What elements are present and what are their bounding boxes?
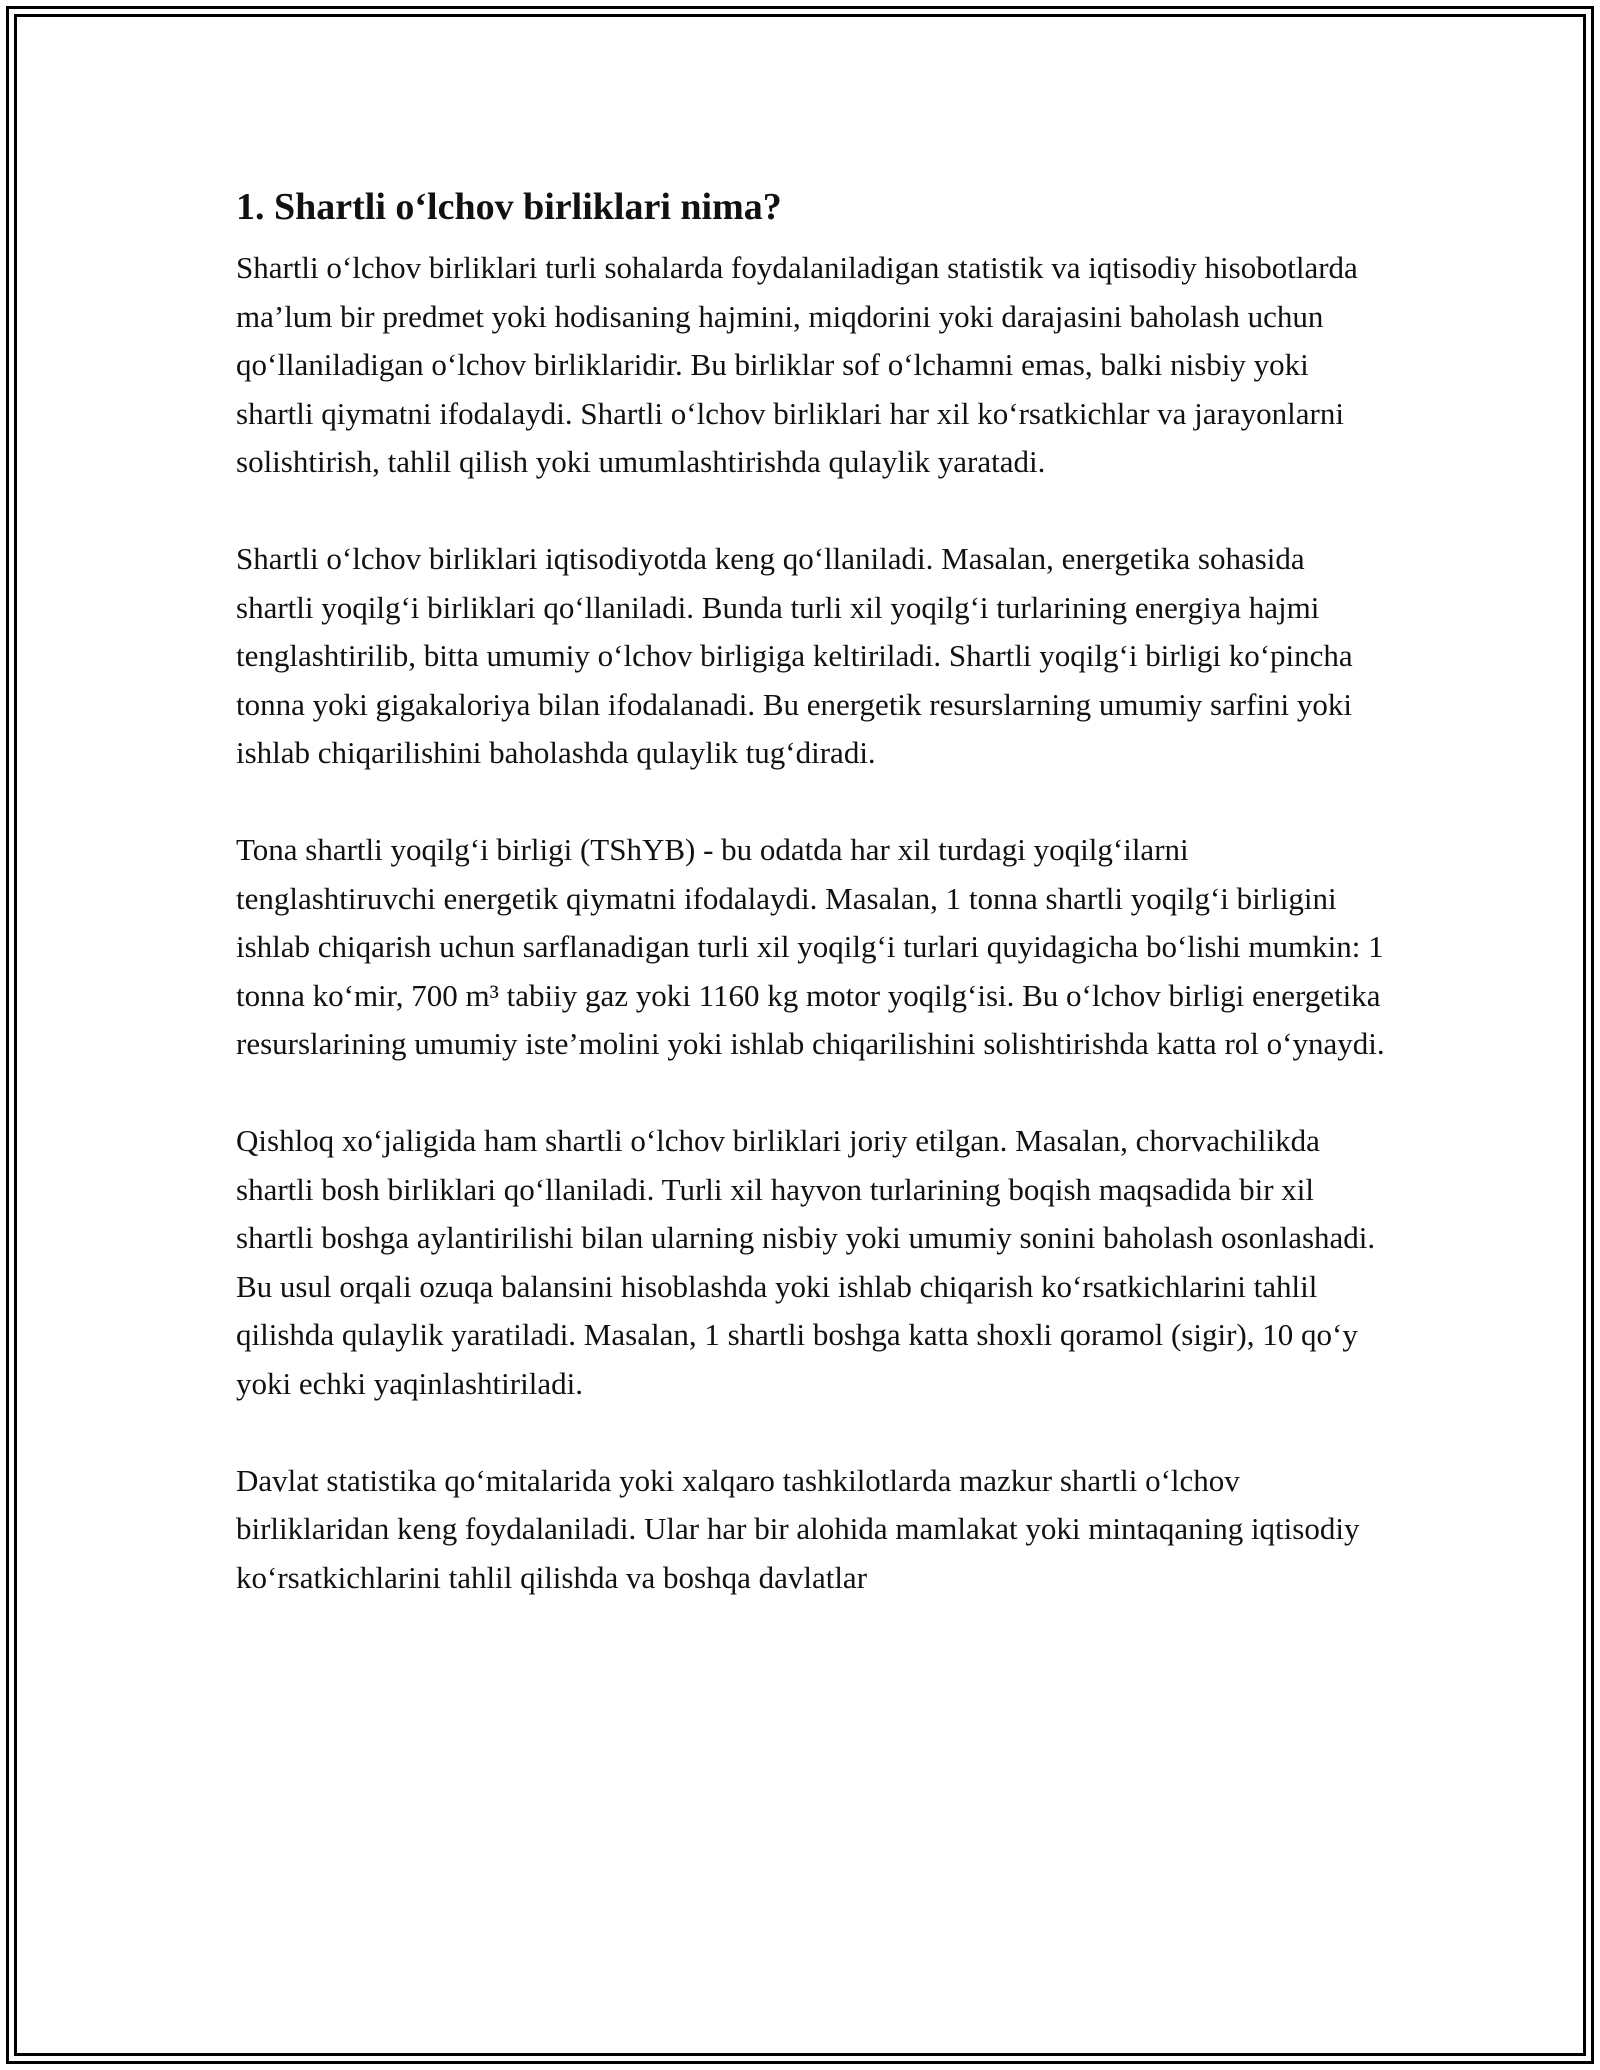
paragraph-intro: Shartli o‘lchov birliklari turli sohalarda foydalaniladigan statistik va iqtisodiy hisobotlarda ma’lum bir predmet yoki hodisaning hajmini, miqdorini yoki darajasini baholash uchun qo‘llaniladigan o‘lchov birliklaridir. Bu birliklar sof o‘lchamni emas, balki nisbiy yoki shartli qiymatni ifodalaydi. Shartli o‘lchov birliklari har xil ko‘rsatkichlar va jarayonlarni solishtirish, tahlil qilish yoki umumlashtirishda qulaylik yaratadi.: [236, 250, 1358, 479]
paragraph-fuel-unit: Tona shartli yoqilg‘i birligi (TShYB) - bu odatda har xil turdagi yoqilg‘ilarni tenglashtiruvchi energetik qiymatni ifodalaydi. Masalan, 1 tonna shartli yoqilg‘i birligini ishlab chiqarish uchun sarflanadigan turli xil yoqilg‘i turlari quyidagicha bo‘lishi mumkin: 1 tonna ko‘mir, 700 m³ tabiiy gaz yoki 1160 kg motor yoqilg‘isi. Bu o‘lchov birligi energetika resurslarining umumiy iste’molini yoki ishlab chiqarilishini solishtirishda katta rol o‘ynaydi.: [236, 832, 1385, 1061]
paragraph-energy: Shartli o‘lchov birliklari iqtisodiyotda keng qo‘llaniladi. Masalan, energetika sohasida shartli yoqilg‘i birliklari qo‘llaniladi. Bunda turli xil yoqilg‘i turlarining energiya hajmi tenglashtirilib, bitta umumiy o‘lchov birligiga keltiriladi. Shartli yoqilg‘i birligi ko‘pincha tonna yoki gigakaloriya bilan ifodalanadi. Bu energetik resurslarning umumiy sarfini yoki ishlab chiqarilishini baholashda qulaylik tug‘diradi.: [236, 541, 1353, 770]
section-heading: 1. Shartli o‘lchov birliklari nima?: [236, 186, 782, 228]
document-body: [236, 178, 1386, 1651]
paragraph-statistics: Davlat statistika qo‘mitalarida yoki xalqaro tashkilotlarda mazkur shartli o‘lchov birliklaridan keng foydalaniladi. Ular har bir alohida mamlakat yoki mintaqaning iqtisodiy ko‘rsatkichlarini tahlil qilishda va boshqa davlatlar: [236, 1462, 1360, 1595]
paragraph-agriculture: Qishloq xo‘jaligida ham shartli o‘lchov birliklari joriy etilgan. Masalan, chorvachilikda shartli bosh birliklari qo‘llaniladi. Turli xil hayvon turlarining boqish maqsadida bir xil shartli boshga aylantirilishi bilan ularning nisbiy yoki umumiy sonini baholash osonlashadi. Bu usul orqali ozuqa balansini hisoblashda yoki ishlab chiqarish ko‘rsatkichlarini tahlil qilishda qulaylik yaratiladi. Masalan, 1 shartli boshga katta shoxli qoramol (sigir), 10 qo‘y yoki echki yaqinlashtiriladi.: [236, 1123, 1376, 1401]
